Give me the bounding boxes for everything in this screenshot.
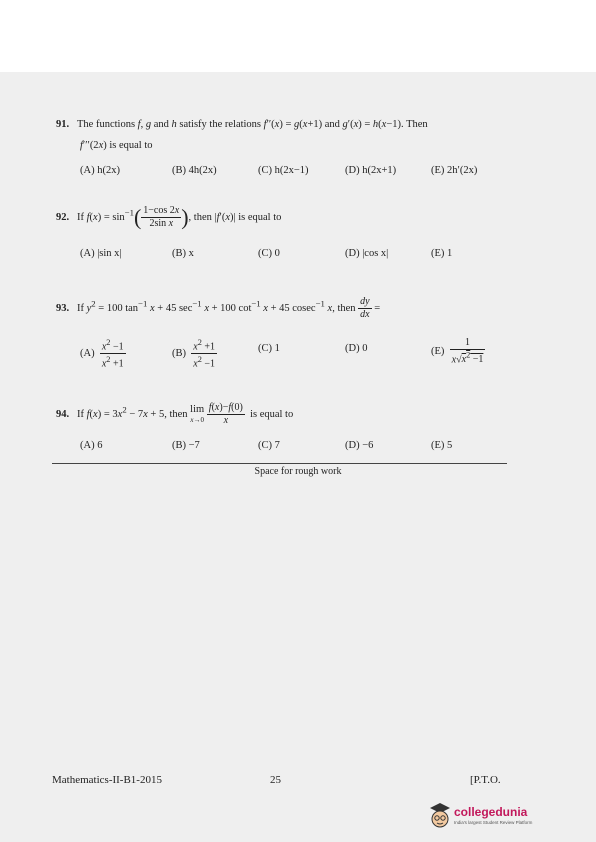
top-margin bbox=[0, 0, 596, 72]
question-94: 94. If $f(x) = 3x^2 - 7x + 5$, then lim x→0 $\frac{f(x)-f(0)}{x}$ is equal to bbox=[56, 402, 294, 426]
question-number: 91. bbox=[56, 119, 70, 130]
question-91-line2: f′′′(2x) is equal to bbox=[80, 140, 153, 151]
question-number: 94. bbox=[56, 408, 70, 420]
question-92: 92. If $f(x) = \sin^{-1}$( $\frac{1-\cos 2x}{\text{2sin x}}$ ), then |f′(x)| is equal to bbox=[56, 204, 282, 230]
option-a: (A) $\frac{x^2 -1}{x^2 +1}$ bbox=[80, 338, 124, 370]
footer-subject: Mathematics-II-B1-2015 bbox=[52, 774, 162, 786]
question-number: 92. bbox=[56, 211, 70, 223]
question-91-line1: 91. The functions f, g and h satisfy the relations f′′(x) = g(x+1) and g′(x) = h(x−1). Then bbox=[56, 119, 428, 130]
option-b: (B) 4h(2x) bbox=[172, 165, 217, 176]
question-number: 93. bbox=[56, 302, 70, 314]
option-e: (E) 5 bbox=[431, 440, 453, 451]
logo-name: collegedunia bbox=[454, 805, 528, 819]
logo-tagline: India's largest Student Review Platform bbox=[454, 820, 533, 825]
option-c: (C) h(2x−1) bbox=[258, 165, 309, 176]
option-a: (A) h(2x) bbox=[80, 165, 120, 176]
option-e: (E) $\frac{1}{x√x^2 -1}$ bbox=[431, 337, 484, 366]
collegedunia-logo bbox=[428, 802, 548, 832]
option-b: (B) −7 bbox=[172, 440, 200, 451]
option-a: (A) 6 bbox=[80, 440, 103, 451]
option-d: (D) h(2x+1) bbox=[345, 165, 397, 176]
page-sheet bbox=[0, 72, 596, 842]
option-d: (D) −6 bbox=[345, 440, 374, 451]
footer-page-number: 25 bbox=[270, 774, 281, 786]
option-e: (E) 2h′(2x) bbox=[431, 165, 478, 176]
option-d: (D) |cos x| bbox=[345, 248, 389, 259]
footer-pto: [P.T.O. bbox=[470, 774, 501, 786]
option-a: (A) |sin x| bbox=[80, 248, 122, 259]
option-b: (B) x bbox=[172, 248, 194, 259]
option-e: (E) 1 bbox=[431, 248, 453, 259]
rough-work-label: Space for rough work bbox=[254, 466, 342, 477]
option-c: (C) 7 bbox=[258, 440, 280, 451]
option-c: (C) 1 bbox=[258, 343, 280, 354]
option-c: (C) 0 bbox=[258, 248, 280, 259]
option-b: (B) $\frac{x^2 +1}{x^2 -1}$ bbox=[172, 338, 216, 370]
graduate-face-icon bbox=[428, 802, 452, 830]
question-93: 93. If $y^2 = 100$ $\tan^{-1} x + 45$ $\sec^{-1} x + 100$ $\cot^{-1} x + 45$ cosec$^{-1}$ x, then $\frac{dy}{dx}$ = bbox=[56, 296, 381, 320]
option-d: (D) 0 bbox=[345, 343, 368, 354]
divider-line bbox=[52, 463, 507, 464]
